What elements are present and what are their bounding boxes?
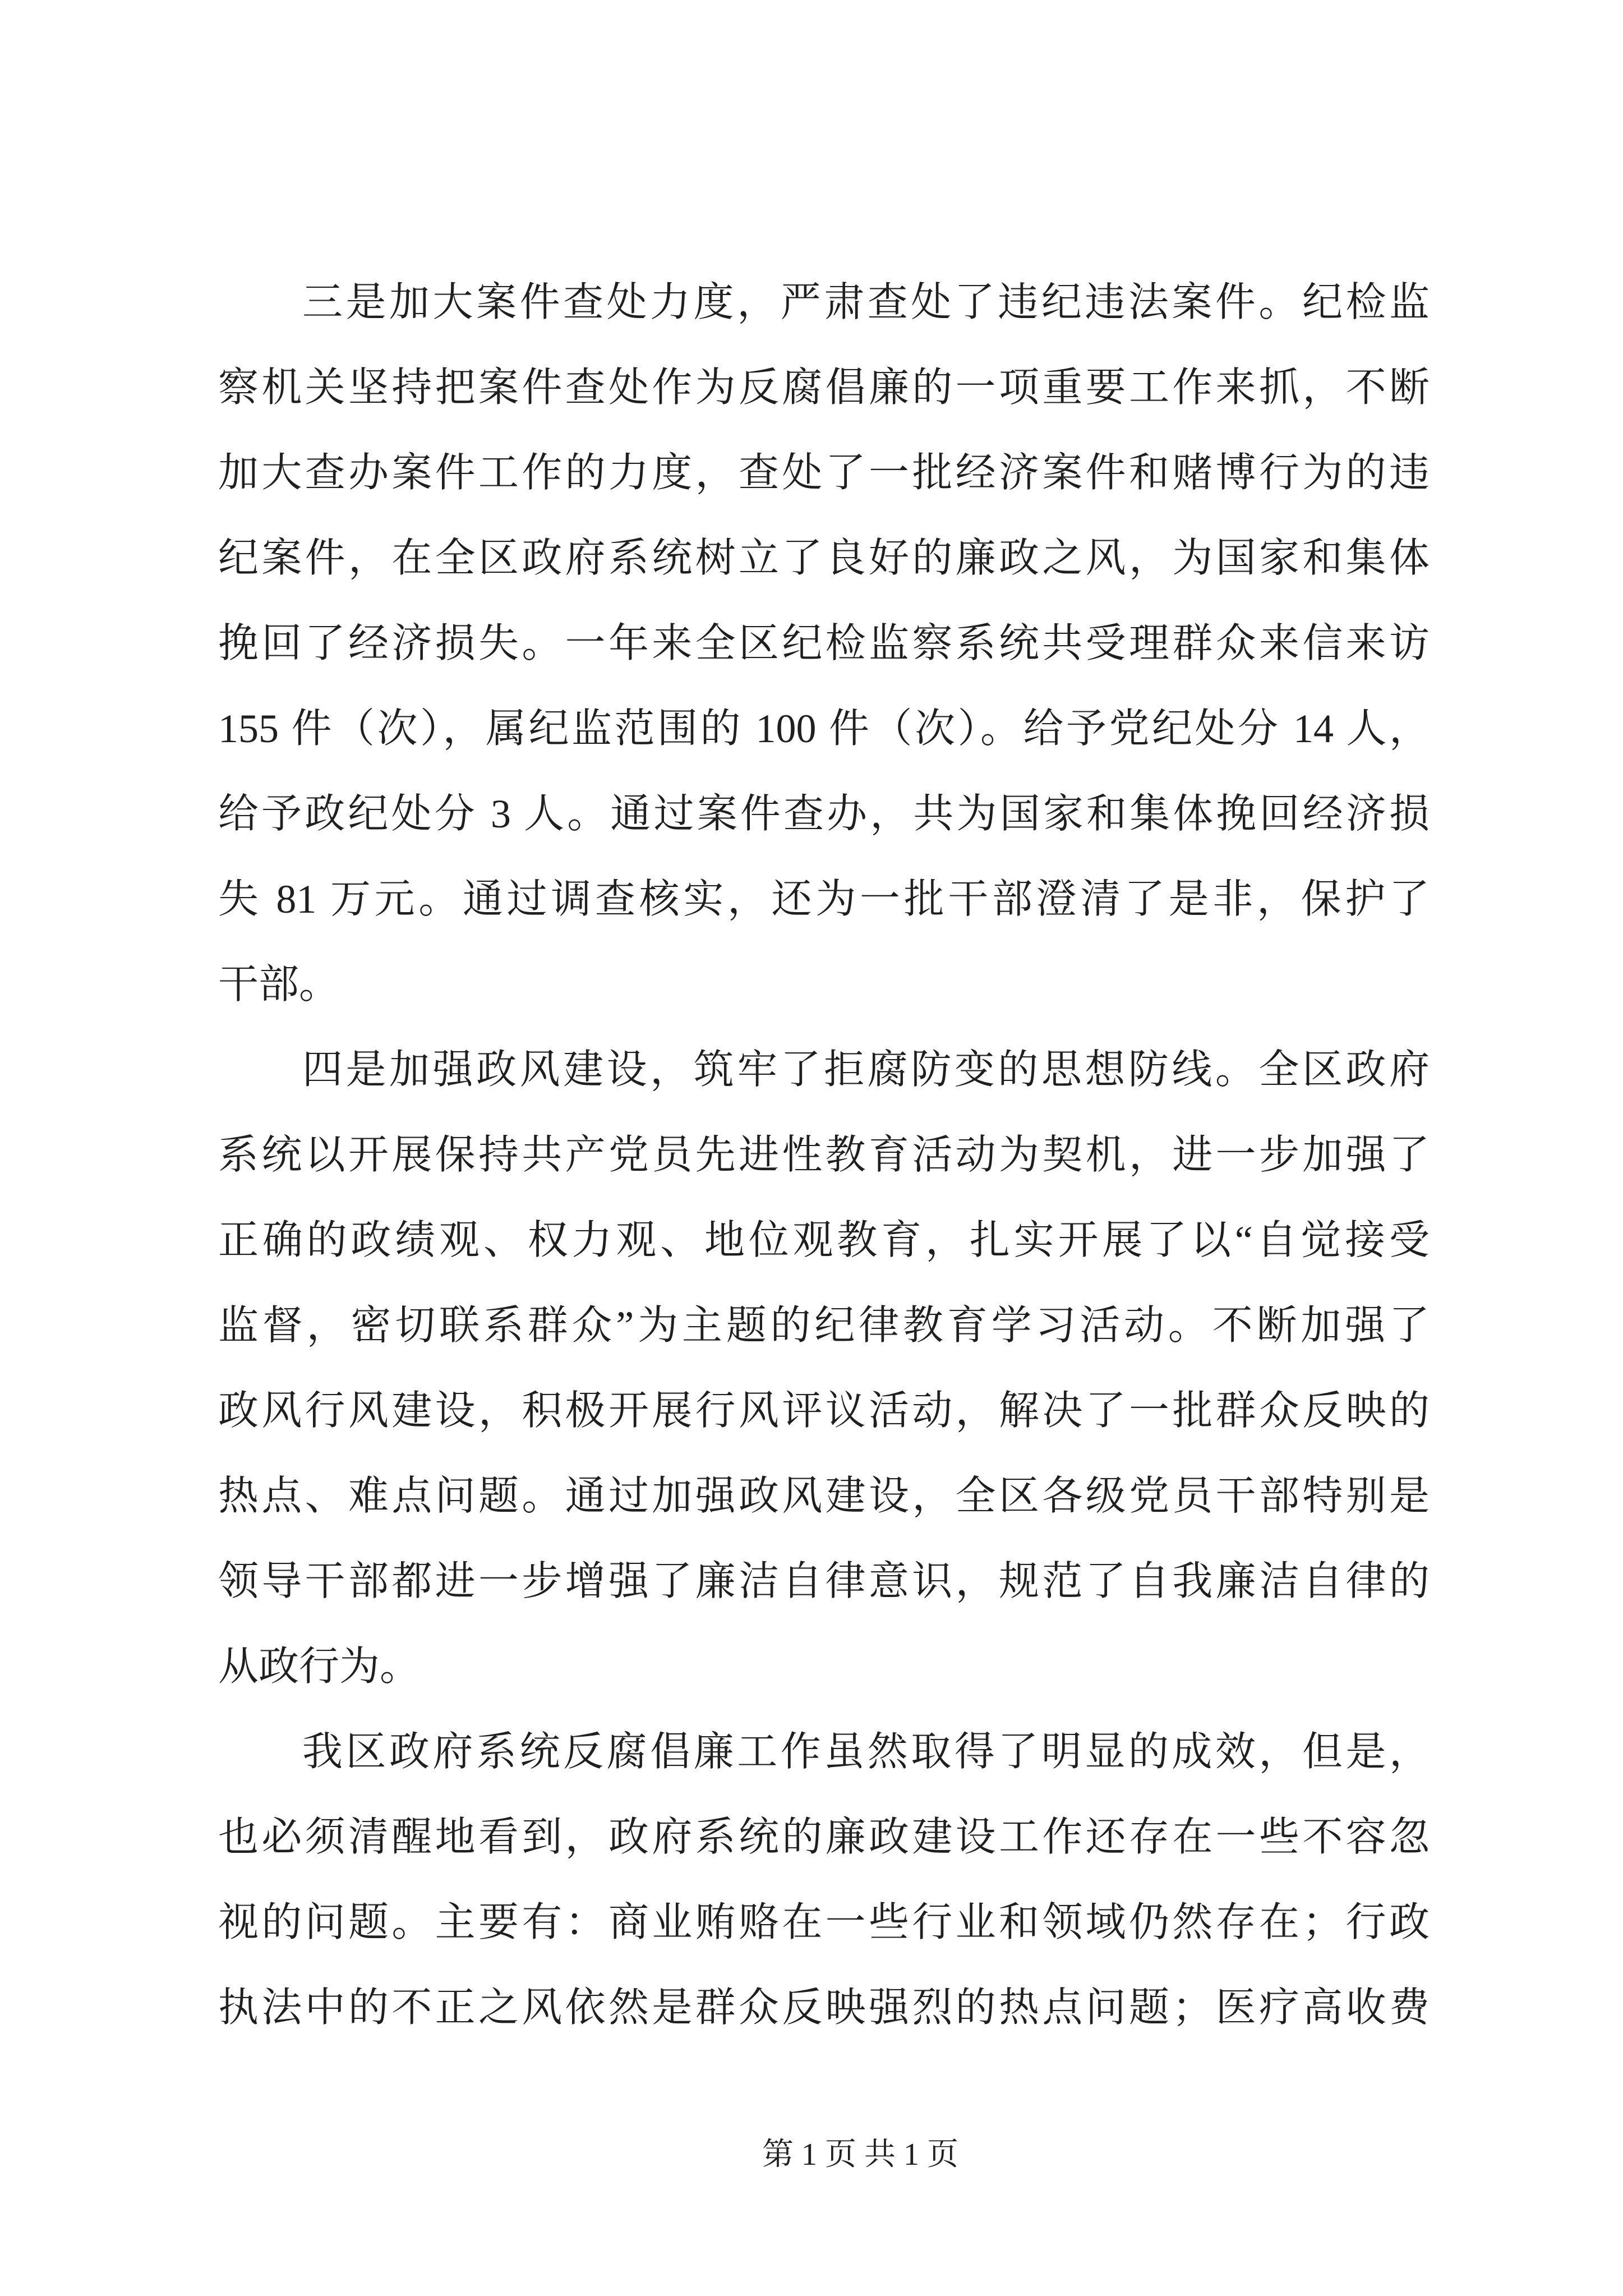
paragraph xyxy=(218,260,1430,1027)
text-line: 视的问题。主要有：商业贿赂在一些行业和领域仍然存在；行政 xyxy=(218,1900,1430,1945)
paragraph xyxy=(218,1027,1430,1709)
text-line: 从政行为。 xyxy=(218,1644,421,1689)
text-line: 系统以开展保持共产党员先进性教育活动为契机，进一步加强了 xyxy=(218,1133,1430,1177)
text-line: 正确的政绩观、权力观、地位观教育，扎实开展了以“自觉接受 xyxy=(218,1218,1430,1263)
text-line: 干部。 xyxy=(218,962,340,1007)
text-line: 监督，密切联系群众”为主题的纪律教育学习活动。不断加强了 xyxy=(218,1303,1430,1348)
paragraph xyxy=(218,1709,1430,2050)
text-line: 加大查办案件工作的力度，查处了一批经济案件和赌博行为的违 xyxy=(218,450,1430,495)
text-line: 155 件（次），属纪监范围的 100 件（次）。给予党纪处分 14 人， xyxy=(218,706,1430,751)
text-line: 给予政纪处分 3 人。通过案件查办，共为国家和集体挽回经济损 xyxy=(218,792,1430,836)
text-line: 察机关坚持把案件查处作为反腐倡廉的一项重要工作来抓，不断 xyxy=(218,365,1430,410)
text-line: 也必须清醒地看到，政府系统的廉政建设工作还存在一些不容忽 xyxy=(218,1815,1430,1860)
text-line: 我区政府系统反腐倡廉工作虽然取得了明显的成效，但是， xyxy=(302,1729,1430,1774)
text-line: 失 81 万元。通过调查核实，还为一批干部澄清了是非，保护了 xyxy=(218,877,1430,922)
page-footer: 第 1 页 共 1 页 xyxy=(762,2137,958,2172)
text-line: 领导干部都进一步增强了廉洁自律意识，规范了自我廉洁自律的 xyxy=(218,1559,1430,1604)
document-body xyxy=(218,260,1430,2050)
text-line: 挽回了经济损失。一年来全区纪检监察系统共受理群众来信来访 xyxy=(218,621,1430,666)
text-line: 执法中的不正之风依然是群众反映强烈的热点问题；医疗高收费 xyxy=(218,1985,1430,2030)
text-line: 四是加强政风建设，筑牢了拒腐防变的思想防线。全区政府 xyxy=(302,1047,1430,1092)
text-line: 纪案件，在全区政府系统树立了良好的廉政之风，为国家和集体 xyxy=(218,536,1430,581)
text-line: 政风行风建设，积极开展行风评议活动，解决了一批群众反映的 xyxy=(218,1388,1430,1433)
text-line: 三是加大案件查处力度，严肃查处了违纪违法案件。纪检监 xyxy=(302,280,1430,325)
text-line: 热点、难点问题。通过加强政风建设，全区各级党员干部特别是 xyxy=(218,1474,1430,1519)
